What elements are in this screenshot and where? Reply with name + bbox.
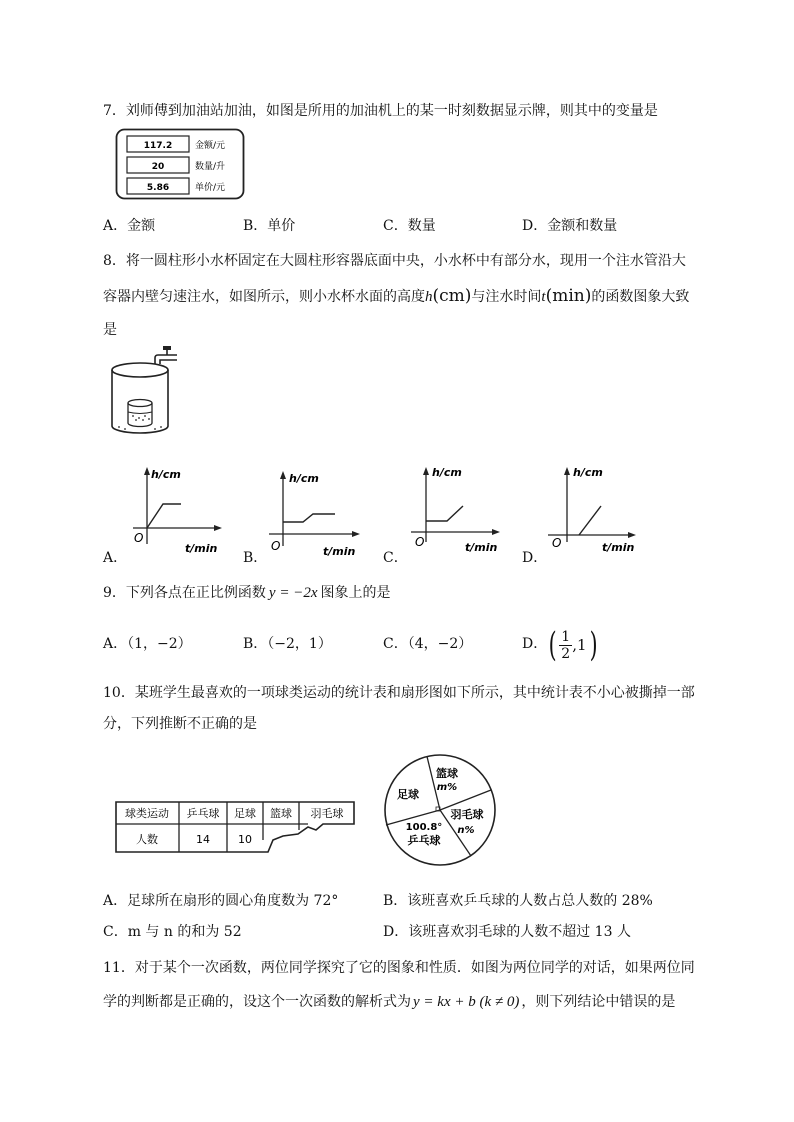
graph-a-origin: O <box>134 531 144 545</box>
table-football-count: 10 <box>238 833 252 846</box>
q9-option-c: C．（4，−2） <box>383 636 473 652</box>
q9-stem <box>103 583 390 603</box>
pie-label-badminton: 羽毛球 <box>450 808 484 821</box>
q9-d-tail: ,1 <box>572 636 587 654</box>
cylinder-container-figure <box>105 343 195 438</box>
graph-a-xlabel: t/min <box>185 542 218 555</box>
q8-option-c-letter: C． <box>383 550 408 566</box>
table-pingpong-count: 14 <box>196 833 210 846</box>
display-price-value: 5.86 <box>146 183 170 193</box>
graph-b-xlabel: t/min <box>323 545 356 558</box>
q8-graph-d <box>540 460 640 555</box>
graph-c-xlabel: t/min <box>465 541 498 554</box>
q9-option-d-fraction: ( $\frac{1}{2}$ ,1 ) <box>548 625 598 665</box>
q7-option-c: C．数量 <box>383 218 436 234</box>
q11-formula: y = kx + b (k ≠ 0) <box>413 994 520 1010</box>
q10-pie-chart <box>380 750 500 870</box>
q10-stem-line1: 10．某班学生最喜欢的一项球类运动的统计表和扇形图如下所示，其中统计表不小心被撕掉一部 <box>103 685 695 701</box>
graph-b-ylabel: h/cm <box>289 472 319 485</box>
q10-torn-table <box>113 800 363 858</box>
q10-stem-line2: 分，下列推断不正确的是 <box>103 716 257 732</box>
display-quantity-value: 20 <box>151 162 165 172</box>
q9-d-numerator: 1 <box>561 628 571 645</box>
graph-b-origin: O <box>271 539 281 553</box>
display-amount-label: 金额/元 <box>195 141 226 151</box>
q8-option-d-letter: D． <box>522 550 548 566</box>
table-header-sport: 球类运动 <box>125 807 169 820</box>
pie-label-badminton-pct: n% <box>457 825 475 836</box>
q7-option-b: B．单价 <box>243 218 296 234</box>
q11-stem-line2 <box>103 992 675 1012</box>
q9-stem-part-b: 图象上的是 <box>320 585 391 601</box>
graph-d-xlabel: t/min <box>602 541 635 554</box>
table-header-pingpong: 乒乓球 <box>186 807 220 820</box>
table-header-badminton: 羽毛球 <box>310 807 344 820</box>
pie-label-basketball: 篮球 <box>436 767 458 780</box>
q8-container-illustration <box>105 343 195 442</box>
q10-option-c: C．m 与 n 的和为 52 <box>103 924 242 940</box>
q11-stem-part-b: ，则下列结论中错误的是 <box>521 994 676 1010</box>
pie-label-football: 足球 <box>397 788 419 801</box>
q8-stem-line1: 8．将一圆柱形小水杯固定在大圆柱形容器底面中央，小水杯中有部分水，现用一个注水管沿大 <box>103 253 686 269</box>
q8-stem-part-b: 与注水时间 <box>471 289 542 305</box>
q8-option-a-letter: A． <box>103 550 128 566</box>
q11-stem-part-a: 学的判断都是正确的，设这个一次函数的解析式为 <box>103 994 411 1010</box>
q8-t-variable: t <box>541 289 546 305</box>
q9-option-a: A．（1，−2） <box>103 636 192 652</box>
q7-stem: 7．刘师傅到加油站加油，如图是所用的加油机上的某一时刻数据显示牌，则其中的变量是 <box>103 103 658 119</box>
q7-option-d: D．金额和数量 <box>522 218 618 234</box>
q11-stem-line1: 11．对于某个一次函数，两位同学探究了它的图象和性质．如图为两位同学的对话，如果两位同 <box>103 960 695 976</box>
display-amount-value: 117.2 <box>143 141 173 151</box>
q8-t-unit: (min) <box>545 286 592 306</box>
display-quantity-label: 数量/升 <box>195 162 226 172</box>
q9-option-b: B．（−2，1） <box>243 636 332 652</box>
q9-option-d-letter: D． <box>522 636 548 652</box>
q10-option-d: D．该班喜欢羽毛球的人数不超过 13 人 <box>383 924 631 940</box>
q8-h-unit: (cm) <box>432 286 472 306</box>
q8-graph-a <box>125 462 225 557</box>
q8-option-b-letter: B． <box>243 550 268 566</box>
q10-option-b: B．该班喜欢乒乓球的人数占总人数的 28% <box>383 893 653 909</box>
q8-graph-c <box>405 460 505 555</box>
q9-stem-part-a: 9．下列各点在正比例函数 <box>103 585 266 601</box>
graph-c-ylabel: h/cm <box>432 466 462 479</box>
q8-graph-b <box>265 464 365 559</box>
graph-c-origin: O <box>415 535 425 549</box>
table-header-basketball: 篮球 <box>270 807 292 820</box>
q8-stem-part-a: 容器内壁匀速注水，如图所示，则小水杯水面的高度 <box>103 289 425 305</box>
q9-formula: y = −2x <box>268 585 318 601</box>
graph-d-origin: O <box>552 536 562 550</box>
q9-d-denominator: 2 <box>561 645 571 662</box>
q8-h-variable: h <box>425 289 433 305</box>
display-price-label: 单价/元 <box>195 183 226 193</box>
table-row-label: 人数 <box>136 833 158 846</box>
graph-d-ylabel: h/cm <box>573 466 603 479</box>
pie-label-pingpong-angle: 100.8° <box>405 822 443 833</box>
q8-stem-line3: 是 <box>103 322 117 338</box>
q8-stem-part-c: 的函数图象大致 <box>591 289 690 305</box>
pie-label-pingpong: 乒乓球 <box>407 834 441 847</box>
q10-option-a: A．足球所在扇形的圆心角度数为 72° <box>103 893 339 909</box>
pie-label-basketball-pct: m% <box>436 782 458 793</box>
q7-option-a: A．金额 <box>103 218 156 234</box>
q8-stem-line2 <box>103 286 689 307</box>
fuel-display-panel <box>115 128 245 200</box>
table-header-football: 足球 <box>234 807 256 820</box>
q7-fuel-display <box>115 128 245 200</box>
graph-a-ylabel: h/cm <box>151 468 181 481</box>
